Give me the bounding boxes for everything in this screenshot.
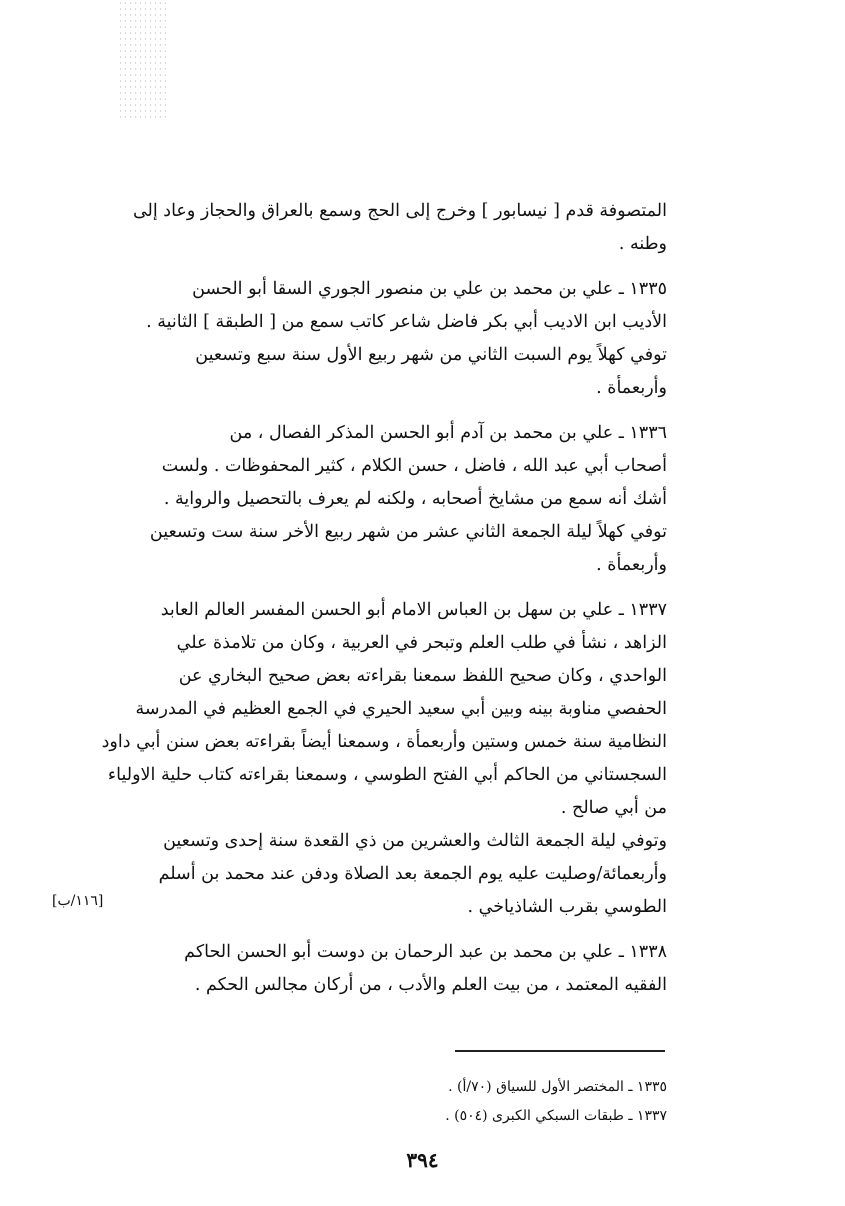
footnote-item: ١٣٣٥ ـ المختصر الأول للسياق (٧٠/أ) .	[448, 1079, 667, 1095]
text-line: الفقيه المعتمد ، من بيت العلم والأدب ، من أركان مجالس الحكم .	[194, 975, 667, 995]
paragraph-continuation	[108, 195, 667, 261]
text-line: وأربعمائة/وصليت عليه يوم الجمعة بعد الصلاة ودفن عند محمد بن أسلم	[158, 864, 667, 884]
text-line: ١٣٣٨ ـ علي بن محمد بن عبد الرحمان بن دوست أبو الحسن الحاكم	[184, 942, 667, 962]
entry-1337	[101, 594, 667, 924]
scan-speckle	[118, 0, 166, 120]
text-line: ١٣٣٥ ـ علي بن محمد بن علي بن منصور الجوري السقا أبو الحسن	[192, 279, 667, 299]
text-line: الزاهد ، نشأ في طلب العلم وتبحر في العربية ، وكان من تلامذة علي	[176, 633, 667, 653]
footnote-divider	[455, 1050, 665, 1052]
text-line: وطنه .	[618, 234, 667, 254]
text-line: السجستاني من الحاكم أبي الفتح الطوسي ، وسمعنا بقراءته كتاب حلية الاولياء	[107, 765, 667, 785]
text-line: من أبي صالح .	[560, 798, 667, 818]
footnote-item: ١٣٣٧ ـ طبقات السبكي الكبرى (٥٠٤) .	[445, 1108, 667, 1124]
text-line: النظامية سنة خمس وستين وأربعمأة ، وسمعنا أيضاً بقراءته بعض سنن أبي داود	[101, 732, 667, 752]
text-line: توفي كهلاً ليلة الجمعة الثاني عشر من شهر ربيع الأخر سنة ست وتسعين	[149, 522, 667, 542]
folio-margin-note: [١١٦/ب]	[52, 893, 104, 909]
text-line: الأديب ابن الاديب أبي بكر فاضل شاعر كاتب سمع من [ الطبقة ] الثانية .	[146, 312, 667, 332]
text-line: وأربعمأة .	[596, 555, 667, 575]
text-line: وأربعمأة .	[596, 378, 667, 398]
text-line: المتصوفة قدم [ نيسابور ] وخرج إلى الحج وسمع بالعراق والحجاز وعاد إلى	[132, 201, 667, 221]
page-number: ٣٩٤	[406, 1148, 439, 1172]
text-line: توفي كهلاً يوم السبت الثاني من شهر ربيع الأول سنة سبع وتسعين	[195, 345, 667, 365]
entry-1335	[108, 273, 667, 405]
text-line: وتوفي ليلة الجمعة الثالث والعشرين من ذي القعدة سنة إحدى وتسعين	[163, 831, 667, 851]
text-line: الواحدي ، وكان صحيح اللفظ سمعنا بقراءته بعض صحيح البخاري عن	[178, 666, 667, 686]
text-line: أصحاب أبي عبد الله ، فاضل ، حسن الكلام ، كثير المحفوظات . ولست	[161, 456, 667, 476]
text-line: ١٣٣٦ ـ علي بن محمد بن آدم أبو الحسن المذكر الفصال ، من	[229, 423, 667, 443]
entry-1338	[108, 936, 667, 1002]
text-line: أشك أنه سمع من مشايخ أصحابه ، ولكنه لم يعرف بالتحصيل والرواية .	[163, 489, 667, 509]
footnotes	[445, 1073, 667, 1131]
main-text	[101, 195, 667, 1002]
text-line: ١٣٣٧ ـ علي بن سهل بن العباس الامام أبو الحسن المفسر العالم العابد	[160, 600, 667, 620]
text-line: الطوسي بقرب الشاذياخي .	[467, 897, 667, 917]
entry-1336	[108, 417, 667, 582]
text-line: الحفصي مناوبة بينه وبين أبي سعيد الحيري في الجمع العظيم في المدرسة	[135, 699, 667, 719]
